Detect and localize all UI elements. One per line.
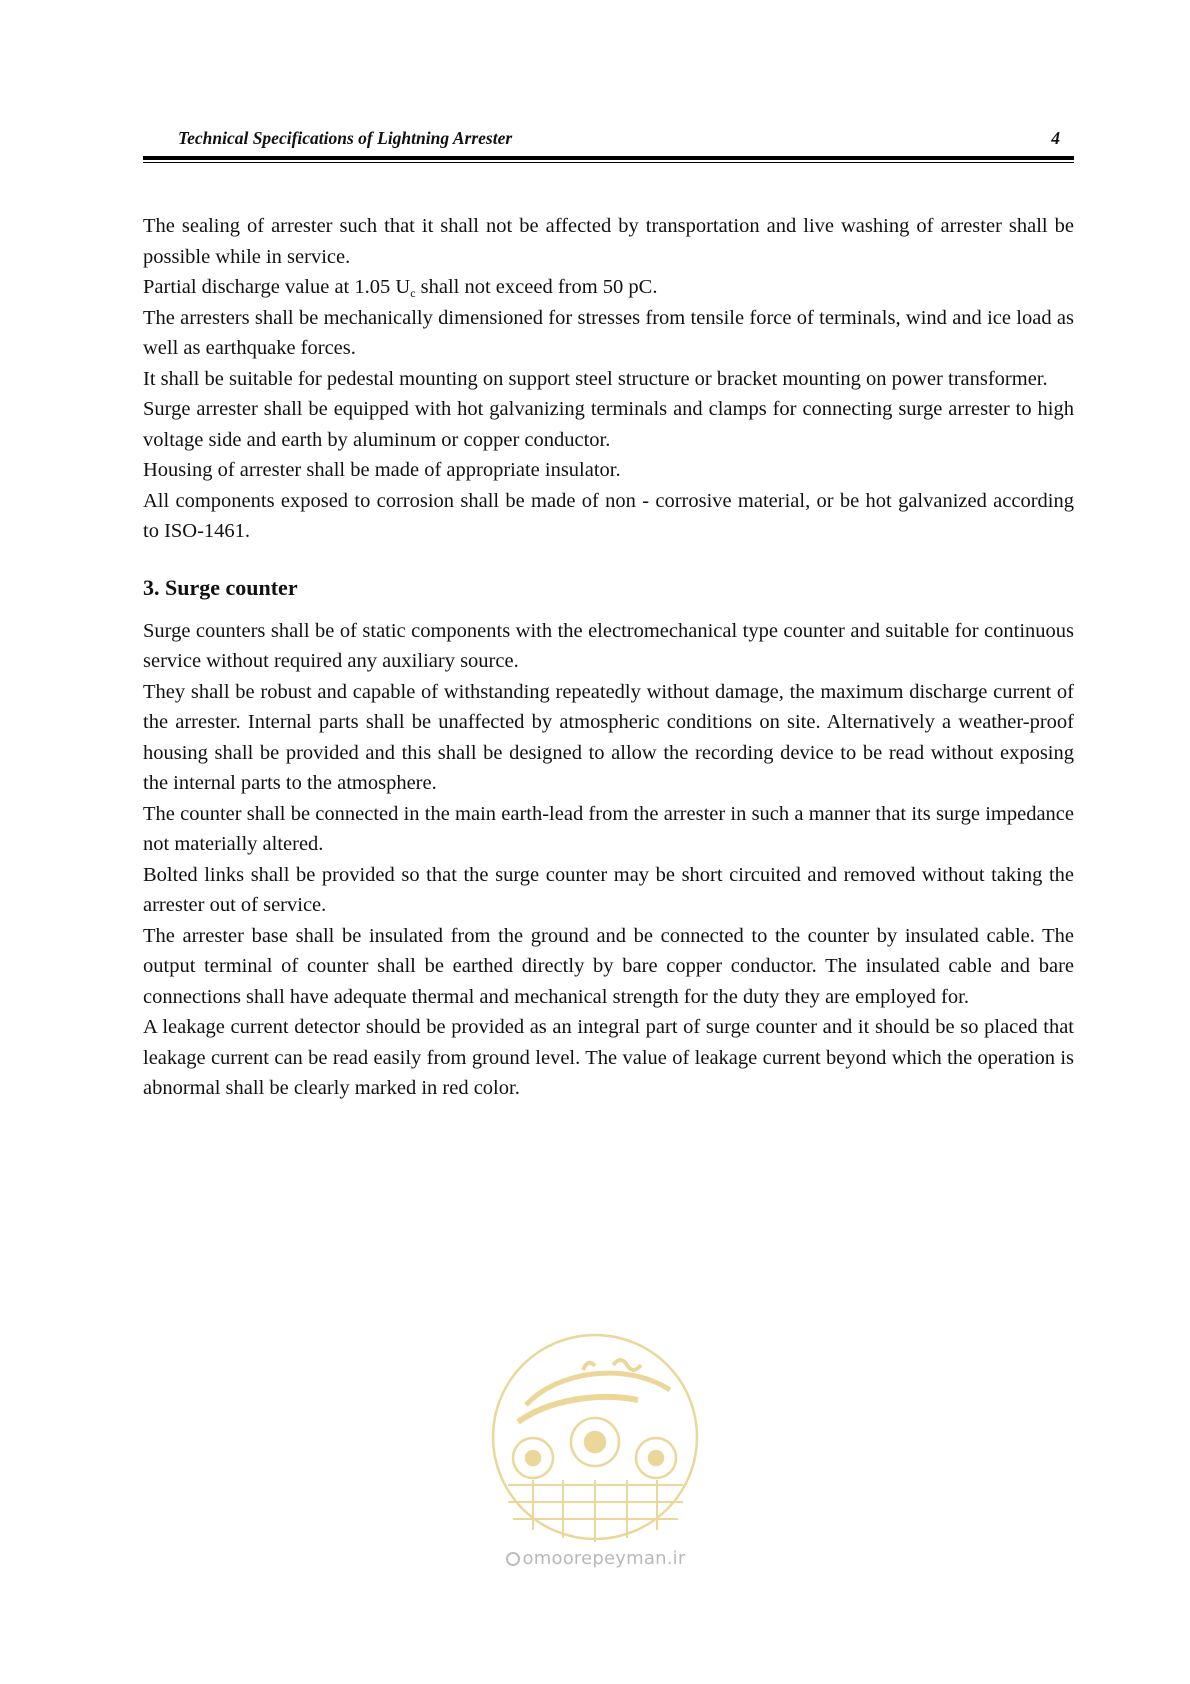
paragraph-insulation: The arrester base shall be insulated from the ground and be connected to the counter by insulated cable. The output terminal of counter shall be earthed directly by bare copper conductor. The insulated cable and bare connections shall have adequate thermal and mechanical strength for the duty they are employed for.: [143, 924, 1074, 1008]
paragraph-robustness: They shall be robust and capable of withstanding repeatedly without damage, the maximum discharge current of the arrester. Internal parts shall be unaffected by atmospheric conditions on site. Alternatively a weather-proof housing shall be provided and this shall be designed to allow the recording device to be read without exposing the internal parts to the atmosphere.: [143, 680, 1074, 794]
paragraph-bolted-links: Bolted links shall be provided so that the surge counter may be short circuited and removed without taking the arrester out of service.: [143, 863, 1074, 916]
section-heading-surge-counter: 3. Surge counter: [143, 574, 298, 600]
paragraph-sealing: The sealing of arrester such that it shall not be affected by transportation and live washing of arrester shall be possible while in service.: [143, 215, 1074, 268]
page-number: 4: [1051, 128, 1060, 148]
globe-icon: [506, 1552, 520, 1566]
paragraph-connection: The counter shall be connected in the main earth-lead from the arrester in such a manner that its surge impedance not materially altered.: [143, 802, 1074, 855]
header-rule-thick: [143, 156, 1074, 160]
paragraph-surge-counter-type: Surge counters shall be of static components with the electromechanical type counter and suitable for continuous service without required any auxiliary source.: [143, 619, 1074, 672]
partial-discharge-text: Partial discharge value at 1.05 U: [143, 276, 411, 298]
paragraph-partial-discharge: [143, 272, 1074, 303]
paragraph-housing: Housing of arrester shall be made of appropriate insulator.: [143, 459, 621, 481]
page-body: [143, 211, 1074, 1104]
paragraph-leakage-detector: A leakage current detector should be provided as an integral part of surge counter and it should be so placed that leakage current can be read easily from ground level. The value of leakage current beyond which the operation is abnormal shall be clearly marked in red color.: [143, 1016, 1074, 1099]
voltage-subscript: c: [410, 286, 416, 300]
paragraph-mechanical: The arresters shall be mechanically dimensioned for stresses from tensile force of terminals, wind and ice load as well as earthquake forces.: [143, 306, 1074, 359]
watermark-emblem-icon: [488, 1330, 703, 1545]
partial-discharge-limit: shall not exceed from 50 pC.: [415, 276, 658, 298]
paragraph-corrosion: All components exposed to corrosion shall be made of non - corrosive material, or be hot galvanized according to ISO-1461.: [143, 489, 1074, 542]
watermark-logo: [488, 1330, 703, 1580]
paragraph-mounting: It shall be suitable for pedestal mounting on support steel structure or bracket mounting on power transformer.: [143, 367, 1048, 390]
watermark-url-text: omoorepeyman.ir: [522, 1548, 686, 1569]
document-title: Technical Specifications of Lightning Arrester: [178, 128, 513, 148]
header-rule-thin: [143, 162, 1074, 163]
paragraph-terminals: Surge arrester shall be equipped with hot galvanizing terminals and clamps for connecting surge arrester to high voltage side and earth by aluminum or copper conductor.: [143, 398, 1074, 451]
watermark-url: [488, 1548, 703, 1569]
page-header: [143, 126, 1074, 148]
